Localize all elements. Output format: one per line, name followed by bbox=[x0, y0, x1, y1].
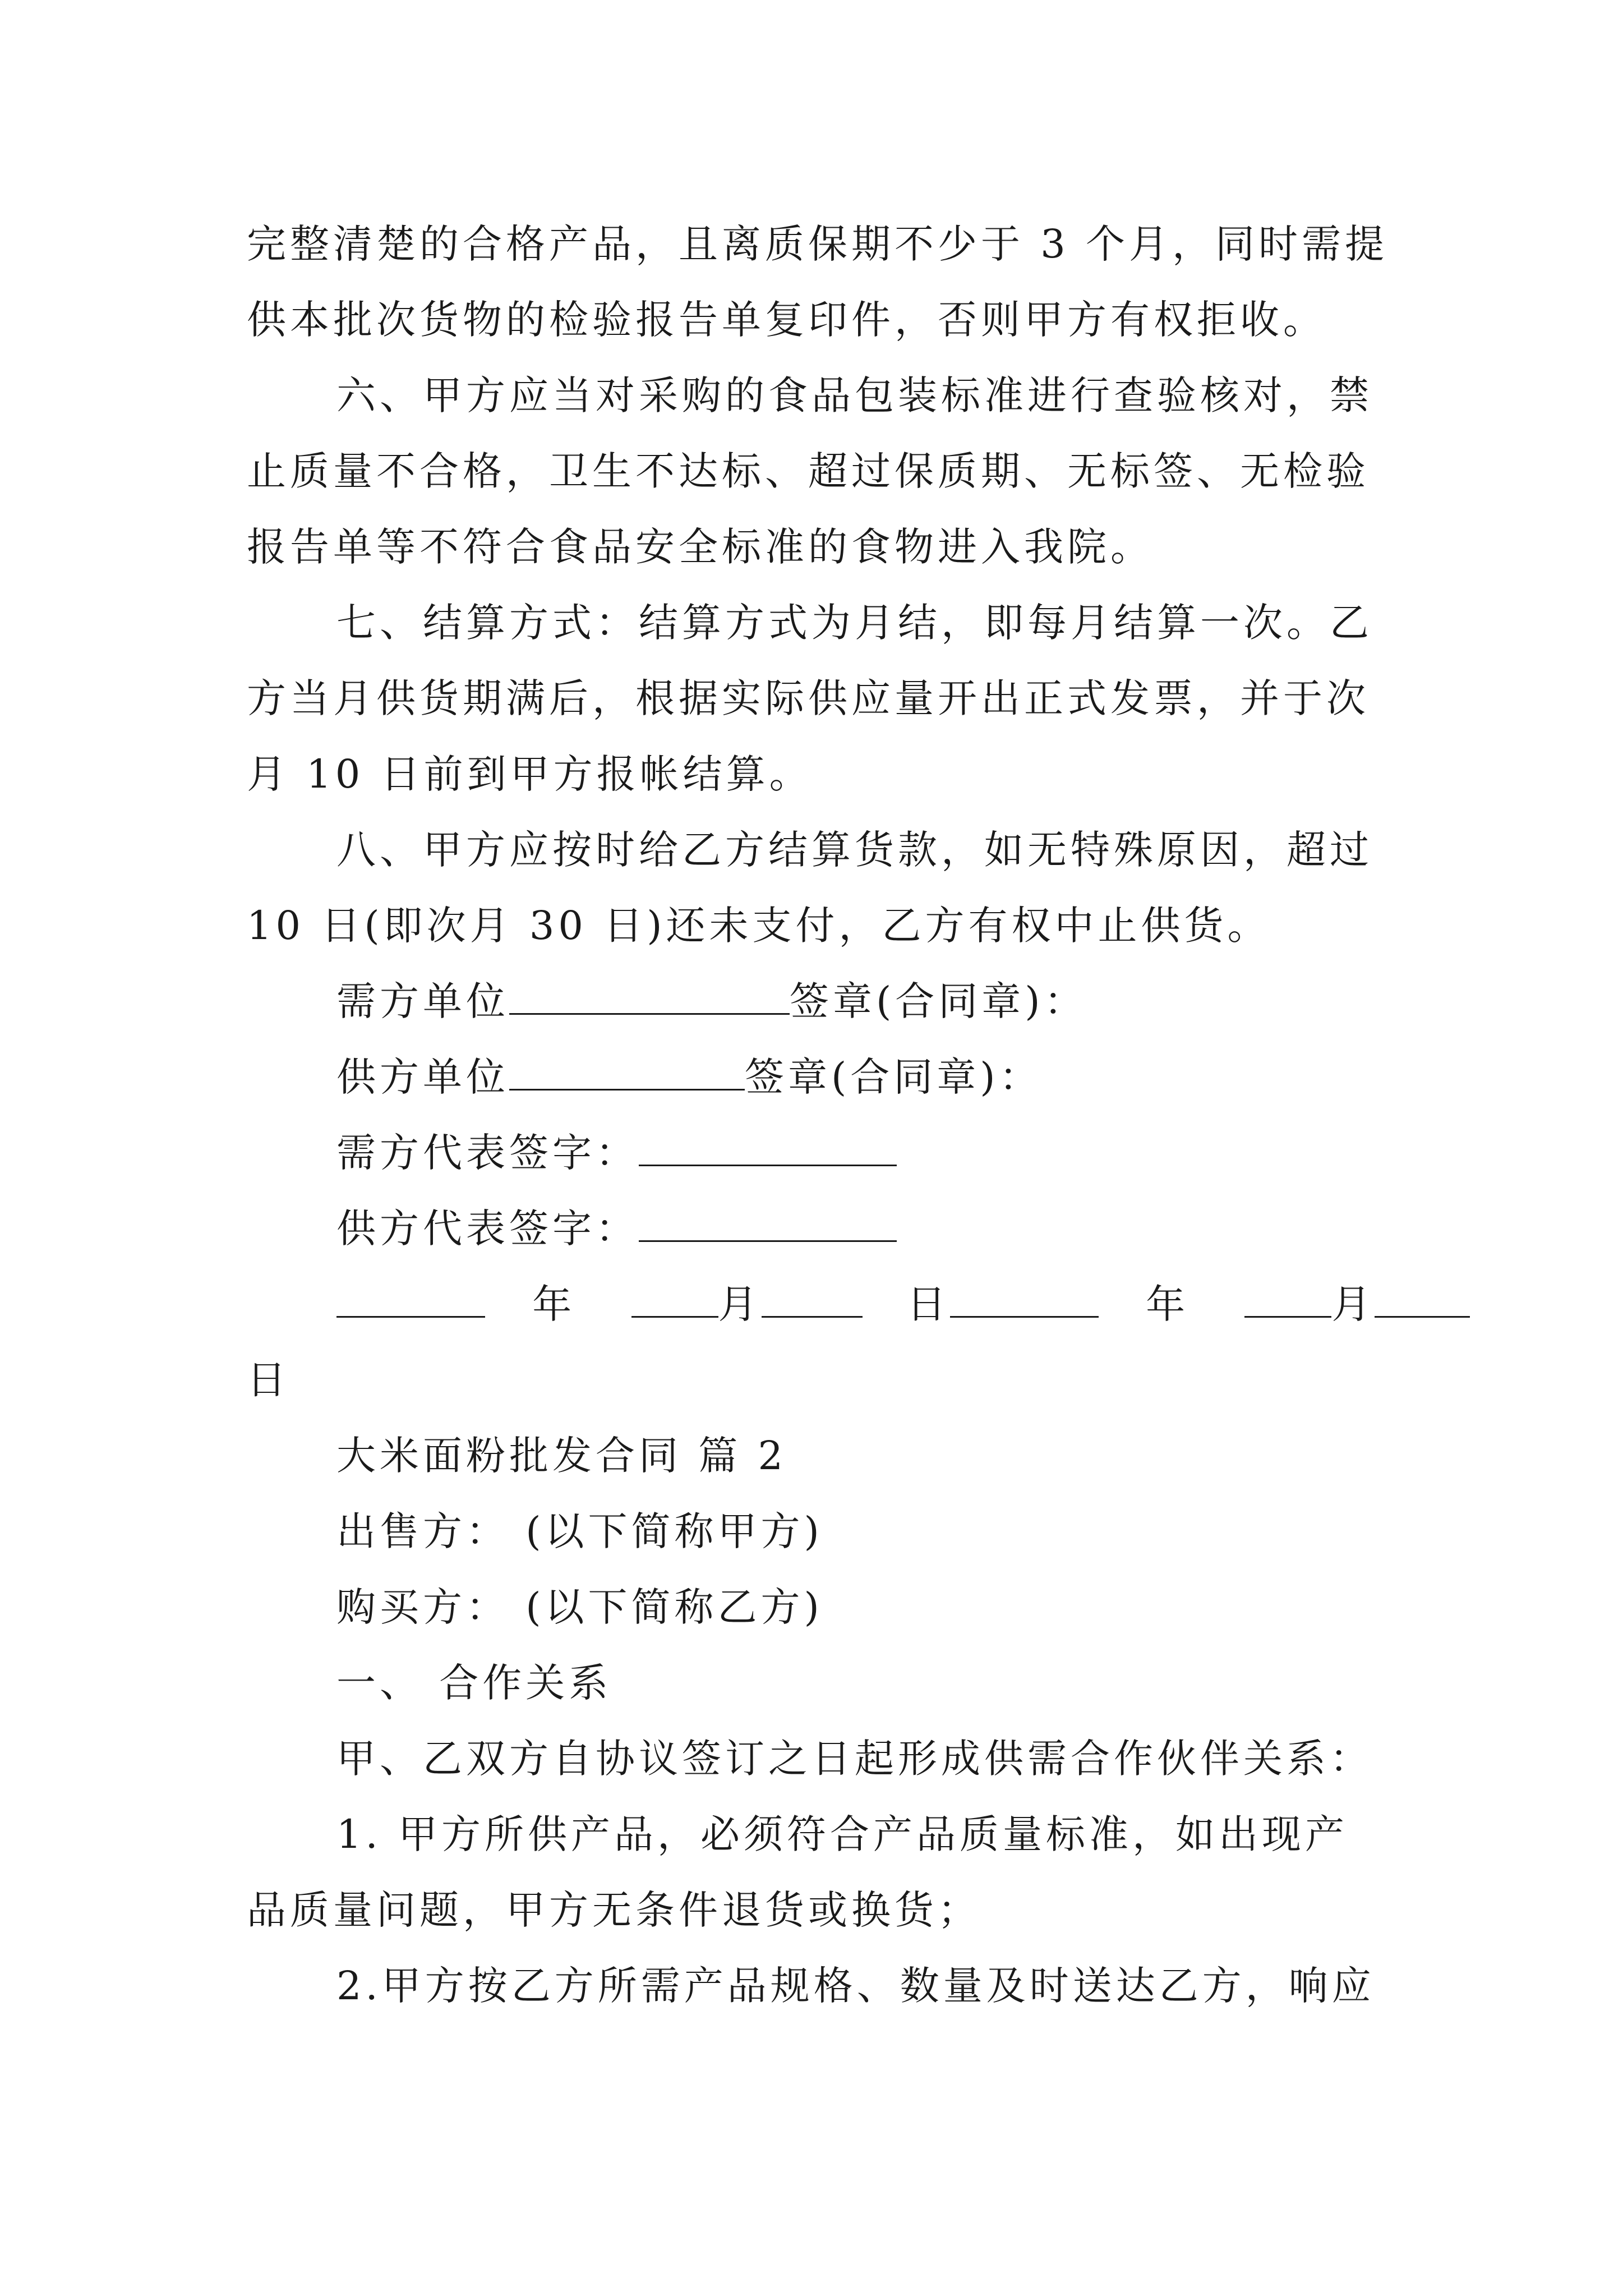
supplier-rep-blank[interactable] bbox=[639, 1201, 897, 1242]
paragraph-line: 方当月供货期满后，根据实际供应量开出正式发票，并于次 bbox=[247, 675, 1370, 721]
section-heading: 一、 合作关系 bbox=[336, 1660, 612, 1706]
supplier-unit-label: 供方单位 bbox=[336, 1054, 509, 1100]
seller-line: 出售方： (以下简称甲方) bbox=[336, 1508, 823, 1554]
buyer-rep-row bbox=[336, 1125, 1481, 1181]
supplier-rep-label: 供方代表签字： bbox=[336, 1205, 639, 1251]
date-row bbox=[336, 1276, 1481, 1332]
list-item-line: 2.甲方按乙方所需产品规格、数量及时送达乙方，响应 bbox=[336, 1963, 1375, 2009]
supplier-unit-row bbox=[336, 1049, 1481, 1105]
buyer-unit-row bbox=[336, 973, 1481, 1029]
buyer-line: 购买方： (以下简称乙方) bbox=[336, 1584, 823, 1630]
month-label: 月 bbox=[1331, 1281, 1375, 1327]
buyer-rep-blank[interactable] bbox=[639, 1125, 897, 1166]
paragraph-line: 完整清楚的合格产品，且离质保期不少于 3 个月，同时需提 bbox=[247, 221, 1389, 267]
paragraph-line: 甲、乙双方自协议签订之日起形成供需合作伙伴关系： bbox=[336, 1736, 1373, 1782]
supplier-day-blank[interactable] bbox=[1375, 1277, 1470, 1318]
paragraph-line: 月 10 日前到甲方报帐结算。 bbox=[247, 751, 813, 797]
year-label: 年 bbox=[532, 1281, 576, 1327]
paragraph-line: 六、甲方应当对采购的食品包装标准进行查验核对，禁 bbox=[336, 372, 1373, 418]
paragraph-line: 10 日(即次月 30 日)还未支付，乙方有权中止供货。 bbox=[247, 903, 1271, 949]
supplier-rep-row bbox=[336, 1200, 1481, 1257]
buyer-year-blank[interactable] bbox=[336, 1277, 485, 1318]
paragraph-line: 供本批次货物的检验报告单复印件，否则甲方有权拒收。 bbox=[247, 297, 1326, 343]
month-label: 月 bbox=[718, 1281, 762, 1327]
list-item-line: 1. 甲方所供产品，必须符合产品质量标准，如出现产 bbox=[336, 1811, 1349, 1857]
year-label: 年 bbox=[1146, 1281, 1189, 1327]
buyer-day-blank[interactable] bbox=[762, 1277, 863, 1318]
paragraph-line: 八、甲方应按时给乙方结算货款，如无特殊原因，超过 bbox=[336, 827, 1373, 873]
paragraph-line: 止质量不合格，卫生不达标、超过保质期、无标签、无检验 bbox=[247, 448, 1370, 494]
day-label: 日 bbox=[906, 1281, 950, 1327]
supplier-year-blank[interactable] bbox=[950, 1277, 1099, 1318]
buyer-seal-label: 签章(合同章)： bbox=[790, 978, 1087, 1024]
section-title: 大米面粉批发合同 篇 2 bbox=[336, 1433, 787, 1479]
supplier-seal-label: 签章(合同章)： bbox=[745, 1054, 1043, 1100]
buyer-unit-blank[interactable] bbox=[509, 974, 790, 1015]
buyer-month-blank[interactable] bbox=[631, 1277, 718, 1318]
supplier-unit-blank[interactable] bbox=[509, 1050, 745, 1091]
buyer-rep-label: 需方代表签字： bbox=[336, 1130, 639, 1176]
buyer-unit-label: 需方单位 bbox=[336, 978, 509, 1024]
date-row-wrap: 日 bbox=[247, 1357, 290, 1403]
paragraph-line: 七、结算方式：结算方式为月结，即每月结算一次。乙 bbox=[336, 600, 1373, 646]
list-item-line: 品质量问题，甲方无条件退货或换货； bbox=[247, 1887, 981, 1933]
paragraph-line: 报告单等不符合食品安全标准的食物进入我院。 bbox=[247, 524, 1154, 570]
supplier-month-blank[interactable] bbox=[1244, 1277, 1331, 1318]
